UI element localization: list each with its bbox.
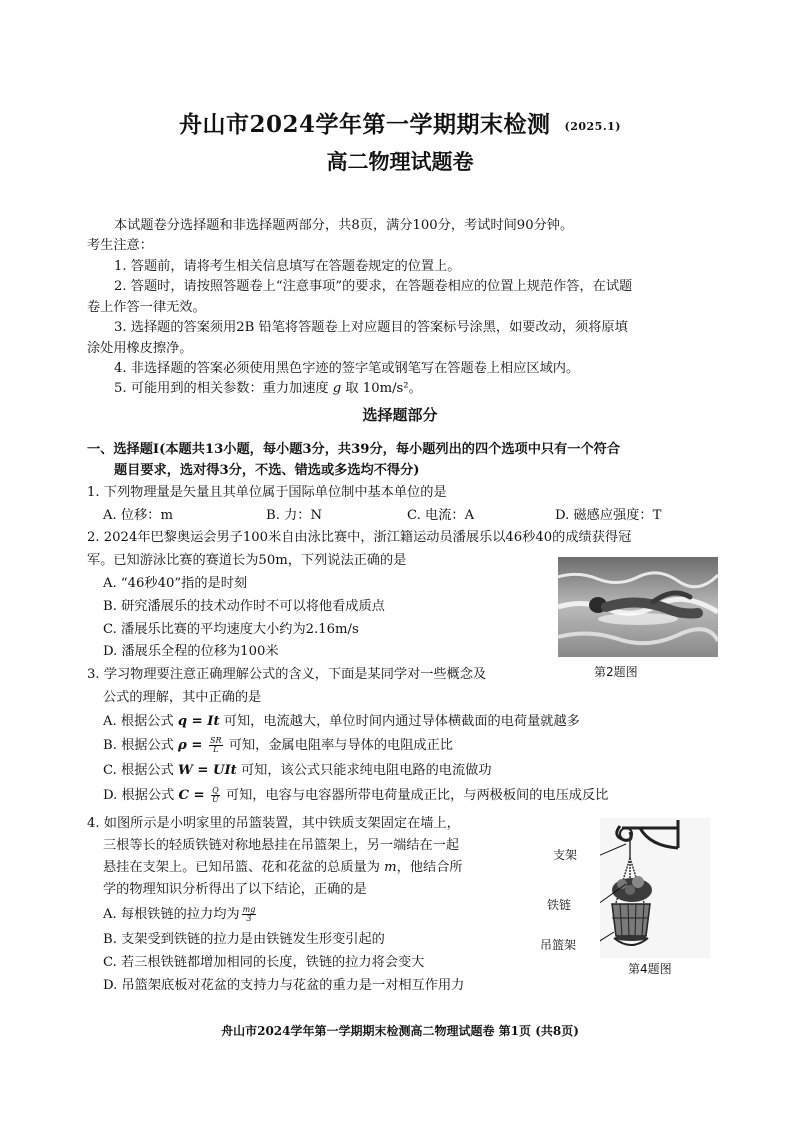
q3-b-prefix: B. 根据公式	[103, 738, 179, 753]
q3-a-formula: q = It	[177, 714, 220, 729]
q4-a-fraction	[242, 906, 257, 923]
q4-option-b: B. 支架受到铁链的拉力是由铁链发生形变引起的	[103, 932, 385, 947]
q4-figure-caption: 第4题图	[628, 962, 672, 976]
q3-a-text: 可知，电流越大，单位时间内通过导体横截面的电荷量就越多	[219, 714, 580, 729]
q3-d-numerator: Q	[212, 786, 219, 795]
q3-option-a	[103, 712, 580, 732]
q4-stem-line3	[103, 858, 463, 878]
q4-option-a	[103, 905, 258, 925]
q3-c-formula: W = UIt	[177, 763, 237, 778]
intro-text: 本试题卷分选择题和非选择题两部分，共8页，满分100分，考试时间90分钟。	[114, 218, 574, 233]
q1-option-d: D. 磁感应强度：T	[555, 508, 662, 523]
q3-option-d	[103, 786, 608, 806]
mass-symbol: m	[384, 860, 397, 875]
q4-a-text: A. 每根铁链的拉力均为	[103, 907, 240, 922]
q1-stem: 1. 下列物理量是矢量且其单位属于国际单位制中基本单位的是	[87, 485, 447, 500]
q2-stem-line1: 2. 2024年巴黎奥运会男子100米自由泳比赛中，浙江籍运动员潘展乐以46秒40的成绩获得冠	[87, 530, 632, 545]
q3-option-c	[103, 761, 492, 781]
label-chain: 铁链	[547, 898, 572, 912]
label-basket: 吊篮架	[540, 938, 577, 952]
q3-d-formula-lhs: C =	[178, 788, 210, 803]
notice-item-5-text: 5. 可能用到的相关参数：重力加速度	[114, 381, 333, 396]
q3-b-formula-lhs: ρ =	[178, 738, 208, 753]
q3-d-denominator: U	[212, 795, 219, 804]
q4-a-numerator: mg	[242, 905, 256, 914]
q4-stem-line4: 学的物理知识分析得出了以下结论，正确的是	[103, 882, 367, 897]
hanging-basket-illustration	[600, 818, 710, 958]
q3-stem-line2: 公式的理解，其中正确的是	[103, 690, 262, 705]
q3-c-text: 可知，该公式只能求纯电阻电路的电流做功	[236, 763, 492, 778]
q4-stem-line3-end: ，他结合所	[396, 860, 463, 875]
q2-stem-line2: 军。已知游泳比赛的赛道长为50m，下列说法正确的是	[87, 553, 407, 568]
title-text: 舟山市2024学年第一学期期末检测	[178, 111, 551, 138]
q4-stem-line1: 4. 如图所示是小明家里的吊篮装置，其中铁质支架固定在墙上，	[87, 816, 460, 831]
q3-b-denominator: L	[213, 745, 219, 754]
q3-b-text: 可知，金属电阻率与导体的电阻成正比	[224, 738, 453, 753]
hanging-basket-photo	[600, 818, 710, 958]
q4-option-d: D. 吊篮架底板对花盆的支持力与花盆的重力是一对相互作用力	[103, 978, 465, 993]
q3-d-fraction	[211, 787, 220, 804]
notice-item-3b: 涂处用橡皮擦净。	[87, 341, 193, 356]
notice-item-5	[114, 379, 422, 399]
notice-heading: 考生注意：	[87, 238, 153, 253]
q4-stem-line3-text: 悬挂在支架上。已知吊篮、花和花盆的总质量为	[103, 860, 385, 875]
q3-stem-line1: 3. 学习物理要注意正确理解公式的含义，下面是某同学对一些概念及	[87, 667, 487, 682]
part1-heading-line2: 题目要求，选对得3分，不选、错选或多选均不得分)	[114, 463, 420, 478]
exam-date: (2025.1)	[564, 119, 622, 133]
notice-item-2a: 2. 答题时，请按照答题卷上“注意事项”的要求，在答题卷相应的位置上规范作答，在试题	[114, 279, 633, 294]
notice-item-2b: 卷上作答一律无效。	[87, 300, 206, 315]
q2-option-a: A. “46秒40”指的是时刻	[103, 576, 248, 591]
label-bracket: 支架	[553, 848, 578, 862]
q1-option-c: C. 电流：A	[407, 508, 475, 523]
notice-item-1: 1. 答题前，请将考生相关信息填写在答题卷规定的位置上。	[114, 259, 461, 274]
q3-b-fraction	[209, 737, 223, 754]
section-title: 选择题部分	[362, 406, 438, 424]
q3-d-text: 可知，电容与电容器所带电荷量成正比，与两极板间的电压成反比	[221, 788, 609, 803]
notice-item-3a: 3. 选择题的答案须用2B 铅笔将答题卷上对应题目的答案标号涂黑，如要改动，须将原填	[114, 320, 628, 335]
q2-option-c: C. 潘展乐比赛的平均速度大小约为2.16m/s	[103, 622, 359, 637]
notice-item-4: 4. 非选择题的答案必须使用黑色字迹的签字笔或钢笔写在答题卷上相应区域内。	[114, 361, 580, 376]
q4-stem-line2: 三根等长的轻质铁链对称地悬挂在吊篮架上，另一端结在一起	[103, 838, 460, 853]
swimmer-photo	[558, 557, 718, 657]
exam-title	[0, 106, 800, 139]
q3-b-numerator: SR	[210, 736, 222, 745]
q4-option-c: C. 若三根铁链都增加相同的长度，铁链的拉力将会变大	[103, 955, 425, 970]
swimmer-illustration	[558, 557, 718, 657]
exam-subtitle: 高二物理试题卷	[326, 150, 474, 174]
q3-option-b	[103, 736, 453, 756]
q3-d-prefix: D. 根据公式	[103, 788, 179, 803]
q2-option-d: D. 潘展乐全程的位移为100米	[103, 644, 279, 659]
q3-c-prefix: C. 根据公式	[103, 763, 178, 778]
gravity-symbol: g	[332, 381, 342, 396]
q2-figure-caption: 第2题图	[594, 665, 638, 679]
q1-option-a: A. 位移：m	[103, 508, 173, 523]
q4-a-denominator: 3	[246, 914, 252, 923]
q3-a-prefix: A. 根据公式	[103, 714, 178, 729]
page-footer: 舟山市2024学年第一学期期末检测高二物理试题卷 第1页 (共8页)	[221, 1024, 579, 1038]
notice-item-5-value: 取 10m/s²。	[341, 381, 422, 396]
q2-option-b: B. 研究潘展乐的技术动作时不可以将他看成质点	[103, 599, 385, 614]
q1-option-b: B. 力：N	[266, 508, 322, 523]
part1-heading-line1: 一、选择题Ⅰ(本题共13小题，每小题3分，共39分，每小题列出的四个选项中只有一个符合	[87, 442, 621, 457]
